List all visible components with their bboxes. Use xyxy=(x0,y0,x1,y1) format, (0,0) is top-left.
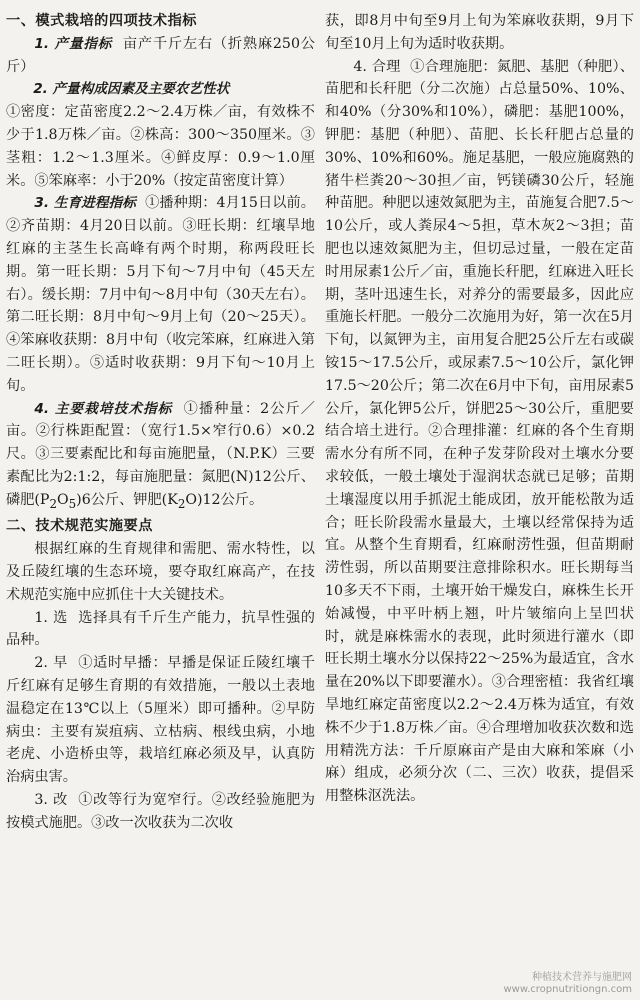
point-early xyxy=(6,652,315,789)
item-growth-text: ①播种期：4月15日以前。②齐苗期：4月20日以前。③旺长期：红壤旱地红麻的主茎生长高峰有两个时期，称两段旺长期。第一旺长期：5月下旬～7月中旬（45天左右）。缓长期：7月中旬～8月中旬（30天左右）。第二旺长期：8月中旬～9月上旬（20～25天）。④笨麻收获期：8月中旬（收完笨麻，红麻进入第二旺长期）。⑤适时收获期：9月下旬～10月上旬。 xyxy=(6,195,315,394)
point-early-text: ①适时早播：早播是保证丘陵红壤千斤红麻有足够生育期的有效措施，一般以土表地温稳定在13℃以上（5厘米）即可播种。②早防病虫：主要有炭疽病、立枯病、根线虫病，小地老虎、小造桥虫等，栽培红麻必须及早，认真防治病虫害。 xyxy=(6,655,315,786)
point-rational xyxy=(325,56,634,808)
item-growth-heading: 3. 生育进程指标 xyxy=(34,195,136,212)
item-yield-heading: 1. 产量指标 xyxy=(34,35,113,52)
item-technique-text-c: O)12公斤。 xyxy=(185,491,264,508)
section-one-title: 一、模式栽培的四项技术指标 xyxy=(6,13,197,29)
section-two-intro: 根据红麻的生育规律和需肥、需水特性，以及丘陵红壤的生态环境，要夺取红麻高产，在技术规范实施中应抓住十大关键技术。 xyxy=(6,541,315,603)
section-two-title: 二、技术规范实施要点 xyxy=(6,518,153,535)
watermark-line-1: 种植技术营养与施肥网 xyxy=(532,972,632,983)
formula-sub-p: 2 xyxy=(49,496,57,511)
point-change xyxy=(6,789,315,835)
watermark-line-2: www.cropnutritiongn.com xyxy=(503,984,632,995)
point-select-text: 选择具有千斤生产能力，抗旱性强的品种。 xyxy=(6,609,315,649)
item-technique-text-a: ①播种量：2公斤／亩。②行株距配置：（宽行1.5×窄行0.6）×0.2尺。③三要素配比和每亩施肥量，（N.P.K）三要素配比为2:1:2，每亩施肥量：氮肥(N)12公斤、磷肥(P xyxy=(6,400,315,508)
point-change-heading: 3. 改 xyxy=(34,791,68,808)
point-rational-text: ①合理施肥：氮肥、基肥（种肥）、苗肥和长秆肥（分二次施）占总量50%、10%、和40%（分30%和10%），磷肥：基肥100%，钾肥：基肥（种肥）、苗肥、长长秆肥占总量的30%、10%和60%。施足基肥，一般应施腐熟的猪牛栏粪20～30担／亩，钙镁磷30公斤，轻施种苗肥。种肥以速效氮肥为主，苗施复合肥7.5～10公斤，或人粪尿4～5担，草木灰2～3担；苗肥也以速效氮肥为主，但切忌过量，一般在定苗时用尿素1公斤／亩，重施长秆肥，红麻进入旺长期，茎叶迅速生长，对养分的需要最多，因此应重施长杆肥。一般分二次施用为好，第一次在5月下旬，以氮钾为主，亩用复合肥25公斤左右或碳铵15～17.5公斤，或尿素7.5～10公斤，氯化钾17.5～20公斤；第二次在6月中下旬，亩用尿素5公斤，氯化钾5公斤，饼肥25～30公斤，重肥要结合培土进行。②合理排灌：红麻的各个生育期需水分有所不同，在种子发芽阶段对土壤水分要求较低，一般土壤处于湿润状态就已足够；苗期土壤湿度以用手抓泥土能成团，放开能松散为适合；旺长阶段需水量最大，土壤以经常保持为适宜。从整个生育期看，红麻耐涝性强，但苗期耐涝性弱，所以苗期要注意排除积水。旺长期每当10多天不下雨，土壤开始干燥发白，麻株生长开始减慢，中平叶柄上翘，叶片皱缩向上呈凹状时，就是麻株需水的表现，此时须进行灌水（即旺长期土壤水分以保持22～25%为最适宜，含水量在20%以下即要灌水）。③合理密植：我省红壤旱地红麻定苗密度以2.2～2.4万株为适宜，有效株不少于1.8万株／亩。④合理增加收获次数和选用精洗方法：千斤原麻亩产是由大麻和笨麻（小麻）组成，必须分次（二、三次）收获，提倡采用整株沤洗法。 xyxy=(325,58,634,805)
item-traits-text: ①密度：定苗密度2.2～2.4万株／亩，有效株不少于1.8万株／亩。②株高：300～350厘米。③茎粗：1.2～1.3厘米。④鲜皮厚：0.9～1.0厘米。⑤笨麻率：小于20%（按定苗密度计算） xyxy=(6,104,315,189)
item-technique-heading: 4. 主要栽培技术指标 xyxy=(34,400,173,417)
point-change-text: ①改等行为宽窄行。②改经验施肥为按模式施肥。③改一次收获为二次收 xyxy=(6,791,315,831)
point-rational-heading: 4. 合理 xyxy=(353,58,401,75)
point-select-heading: 1. 选 xyxy=(34,609,68,626)
item-yield-text: 亩产千斤左右（折熟麻250公斤） xyxy=(6,35,315,75)
formula-sub-k: 2 xyxy=(177,496,186,511)
right-column xyxy=(325,10,634,1000)
formula-sub-o: 5 xyxy=(68,496,77,511)
continued-text: 获，即8月中旬至9月上旬为笨麻收获期，9月下旬至10月上旬为适时收获期。 xyxy=(325,13,634,52)
point-select xyxy=(6,607,315,653)
item-technique xyxy=(6,398,315,516)
left-column xyxy=(6,10,315,1000)
item-technique-text-b: )6公斤、钾肥(K xyxy=(76,491,178,508)
point-early-heading: 2. 早 xyxy=(34,655,68,672)
formula-oxygen: O xyxy=(57,491,69,508)
site-watermark xyxy=(503,972,632,996)
item-growth xyxy=(6,192,315,397)
item-yield xyxy=(6,33,315,79)
item-traits-heading: 2. 产量构成因素及主要农艺性状 xyxy=(33,81,230,98)
